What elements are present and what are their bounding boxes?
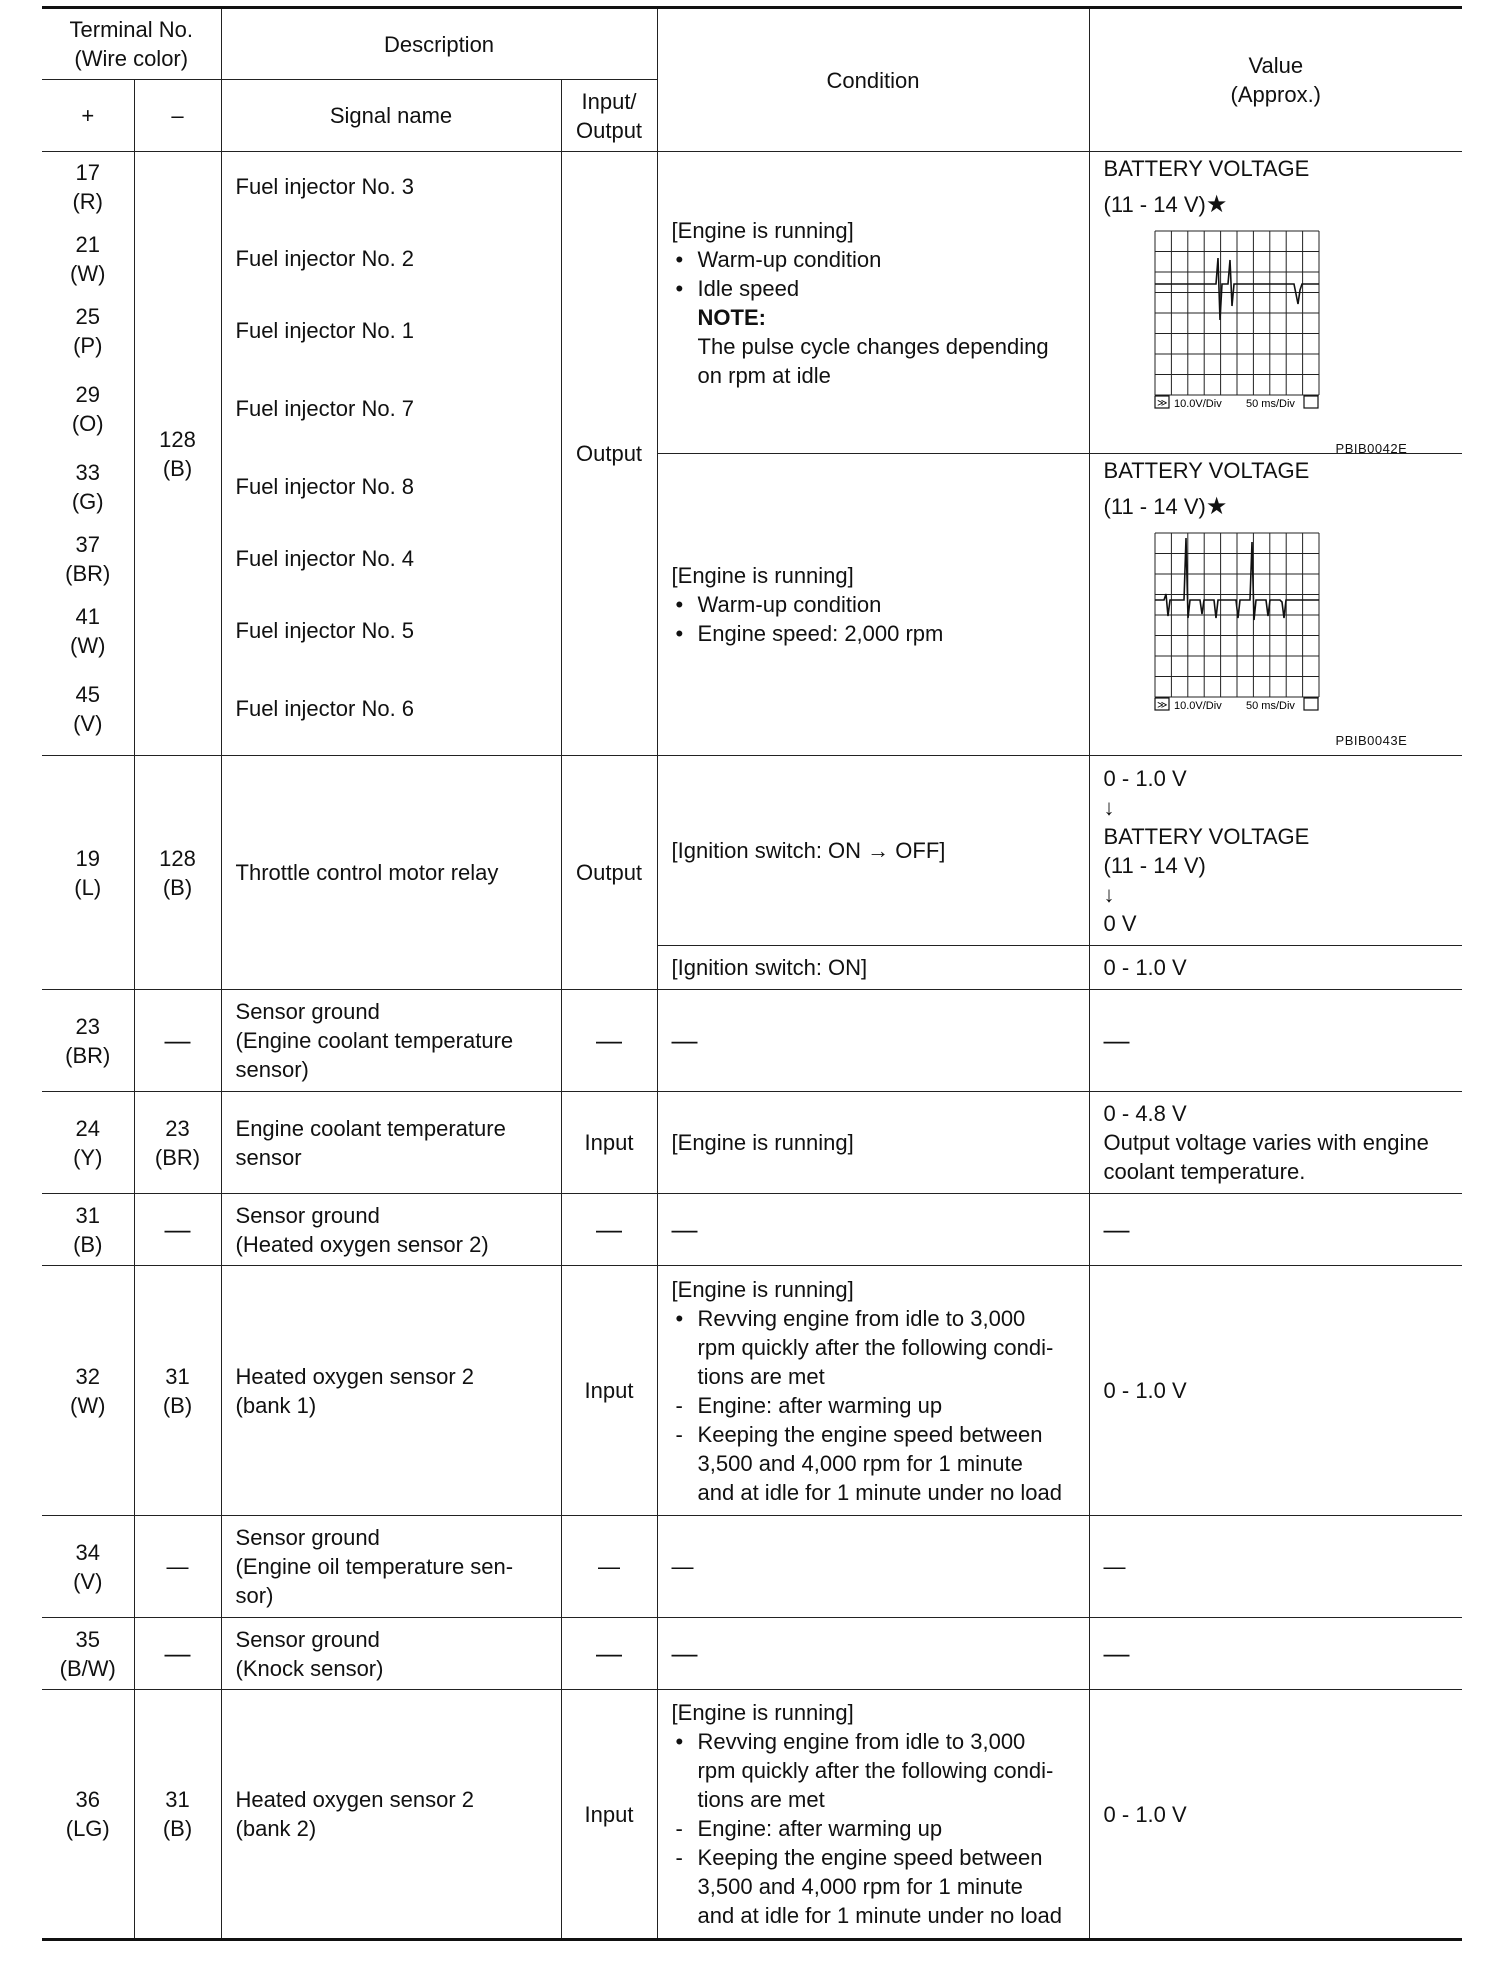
- injector-name-list: [222, 152, 561, 752]
- note-block: [672, 303, 1089, 390]
- terminal-no: 128: [159, 845, 196, 871]
- injector-condition-2: [657, 454, 1089, 756]
- injector-terminal: 45 (V): [73, 682, 103, 736]
- condition-cell: [Engine is running] • Revving engine from idle to 3,000 rpm quickly after the following condi- tions are met - Engine: after warming up - Keeping the engine speed between 3,500 and 4,000 rpm for 1 minute and at idle for 1 minute under no load: [657, 1690, 1089, 1940]
- io-header: [561, 80, 657, 152]
- injector-terminal: 21 (W): [70, 232, 106, 286]
- terminal-plus-cell: 32 (W): [42, 1266, 134, 1516]
- injector-value-1: [1089, 152, 1462, 454]
- condition-cell: —: [657, 990, 1089, 1092]
- value-cell: 0 - 4.8 V Output voltage varies with engine coolant temperature.: [1089, 1092, 1462, 1194]
- list-item: • Idle speed: [675, 275, 800, 301]
- signal-name-cell: Sensor ground (Engine coolant temperature sensor): [221, 990, 561, 1092]
- note-label: NOTE:: [697, 304, 766, 330]
- wire-color-label: (Wire color): [74, 46, 189, 71]
- table-row-24: [42, 1092, 1462, 1194]
- value-cell: 0 - 1.0 V: [1089, 946, 1462, 990]
- svg-text:50 ms/Div: 50 ms/Div: [1245, 398, 1295, 410]
- io-cell: —: [561, 1618, 657, 1690]
- io-cell: —: [561, 1516, 657, 1618]
- note-text-2: on rpm at idle: [697, 362, 831, 388]
- minus-terminal-no: 128: [159, 426, 196, 452]
- injector-name: Fuel injector No. 2: [235, 246, 415, 271]
- list-item: - Keeping the engine speed between 3,500 and 4,000 rpm for 1 minute and at idle for 1 minute under no load: [675, 1421, 1063, 1505]
- value-cell: 0 - 1.0 V: [1089, 1690, 1462, 1940]
- list-item: • Revving engine from idle to 3,000 rpm quickly after the following condi- tions are met: [675, 1729, 1054, 1812]
- terminal-no-label: Terminal No.: [69, 17, 193, 42]
- header-row-1: [42, 8, 1462, 80]
- condition-cell: [Engine is running] • Revving engine from idle to 3,000 rpm quickly after the following condi- tions are met - Engine: after warming up - Keeping the engine speed between 3,500 and 4,000 rpm for 1 minute and at idle for 1 minute under no load: [657, 1266, 1089, 1516]
- injector-name: Fuel injector No. 1: [235, 318, 415, 343]
- injector-terminal-cell: [42, 152, 134, 756]
- voltage-range-label: (11 - 14 V)★: [1103, 191, 1228, 218]
- input-label: Input/: [581, 88, 637, 114]
- signal-name-cell: Sensor ground (Heated oxygen sensor 2): [221, 1194, 561, 1266]
- terminal-minus-cell: —: [134, 990, 221, 1092]
- injector-name: Fuel injector No. 6: [235, 696, 415, 721]
- scope-block-2: [1090, 454, 1463, 754]
- svg-text:≫: ≫: [1156, 398, 1167, 409]
- terminal-header: [42, 8, 221, 80]
- signal-name-cell: Throttle control motor relay: [221, 756, 561, 990]
- table-row-34: [42, 1516, 1462, 1618]
- table-row-32: [42, 1266, 1462, 1516]
- value-cell: —: [1089, 1618, 1462, 1690]
- condition-list: [672, 1727, 1089, 1930]
- terminal-plus-cell: 36 (LG): [42, 1690, 134, 1940]
- value-cell: —: [1089, 1194, 1462, 1266]
- oscilloscope-waveform-2000rpm: [1154, 532, 1376, 712]
- io-cell: Output: [561, 756, 657, 990]
- injector-name: Fuel injector No. 4: [235, 546, 415, 571]
- injector-value-2: [1089, 454, 1462, 756]
- signal-name-header: Signal name: [221, 80, 561, 152]
- terminal-plus-cell: 31 (B): [42, 1194, 134, 1266]
- table-row-throttle-a: [42, 756, 1462, 946]
- battery-voltage-label: BATTERY VOLTAGE: [1103, 458, 1310, 483]
- minus-wire-color: (B): [162, 455, 193, 481]
- value-header: [1089, 8, 1462, 152]
- terminal-minus-cell: [134, 756, 221, 990]
- injector-terminal: 25 (P): [73, 304, 103, 358]
- signal-name-cell: Engine coolant temperature sensor: [221, 1092, 561, 1194]
- value-cell: —: [1089, 1516, 1462, 1618]
- terminal-table-page: [42, 6, 1462, 1941]
- description-header: Description: [221, 8, 657, 80]
- terminal-minus-cell: —: [134, 1618, 221, 1690]
- table-row-injectors-a: [42, 152, 1462, 454]
- value-cell: —: [1089, 990, 1462, 1092]
- terminal-minus-cell: —: [134, 1194, 221, 1266]
- terminal-plus-cell: 35 (B/W): [42, 1618, 134, 1690]
- value-cell: 0 - 1.0 V: [1089, 1266, 1462, 1516]
- injector-name: Fuel injector No. 3: [235, 174, 415, 199]
- terminal-minus-cell: 31 (B): [134, 1266, 221, 1516]
- injector-terminal-list: [42, 152, 134, 752]
- injector-name: Fuel injector No. 5: [235, 618, 415, 643]
- value-cell: 0 - 1.0 V ↓ BATTERY VOLTAGE (11 - 14 V) ↓ 0 V: [1089, 756, 1462, 946]
- injector-terminal: 29 (O): [71, 382, 104, 436]
- minus-header: –: [134, 80, 221, 152]
- list-item: - Keeping the engine speed between 3,500 and 4,000 rpm for 1 minute and at idle for 1 minute under no load: [675, 1845, 1063, 1928]
- table-row-31: [42, 1194, 1462, 1266]
- injector-condition-1: [657, 152, 1089, 454]
- terminal-plus-cell: 24 (Y): [42, 1092, 134, 1194]
- terminal-plus-cell: [42, 756, 134, 990]
- down-arrow-icon: ↓: [1103, 794, 1115, 820]
- injector-terminal: 17 (R): [72, 160, 104, 214]
- list-item: - Engine: after warming up: [675, 1816, 943, 1841]
- injector-name: Fuel injector No. 8: [235, 474, 415, 499]
- ecm-terminal-table: [42, 6, 1462, 1941]
- down-arrow-icon: ↓: [1103, 881, 1115, 907]
- condition-title: [Engine is running]: [671, 563, 854, 588]
- svg-text:10.0V/Div: 10.0V/Div: [1173, 700, 1222, 712]
- note-text-1: The pulse cycle changes depending: [697, 333, 1049, 359]
- condition-cell: —: [657, 1516, 1089, 1618]
- approx-label: (Approx.): [1230, 82, 1322, 107]
- list-item: • Warm-up condition: [675, 246, 882, 272]
- list-item: - Engine: after warming up: [675, 1392, 943, 1418]
- terminal-minus-cell: —: [134, 1516, 221, 1618]
- list-item: • Warm-up condition: [675, 592, 882, 617]
- battery-voltage-label: BATTERY VOLTAGE: [1103, 156, 1310, 181]
- list-item: • Engine speed: 2,000 rpm: [675, 621, 944, 646]
- injector-terminal: 33 (G): [71, 460, 104, 514]
- terminal-no: 19: [75, 845, 100, 871]
- io-cell: Input: [561, 1266, 657, 1516]
- oscilloscope-waveform-idle: [1154, 230, 1376, 410]
- io-cell: Input: [561, 1092, 657, 1194]
- condition-title: [Engine is running]: [671, 217, 854, 243]
- injector-terminal: 41 (W): [70, 604, 106, 658]
- signal-name-cell: Sensor ground (Knock sensor): [221, 1618, 561, 1690]
- condition-cell: —: [657, 1194, 1089, 1266]
- value-label: Value: [1248, 53, 1304, 78]
- condition-cell: [Ignition switch: ON]: [657, 946, 1089, 990]
- injector-io-cell: Output: [561, 152, 657, 756]
- wire-color: (B): [162, 874, 193, 900]
- condition-list: [672, 590, 1089, 648]
- condition-header: Condition: [657, 8, 1089, 152]
- condition-cell: [Engine is running]: [657, 1092, 1089, 1194]
- scope-block-1: [1090, 152, 1463, 456]
- table-row-36: [42, 1690, 1462, 1940]
- wire-color: (L): [74, 874, 102, 900]
- signal-name-cell: Heated oxygen sensor 2 (bank 2): [221, 1690, 561, 1940]
- condition-cell: [Ignition switch: ON → OFF]: [657, 756, 1089, 946]
- condition-cell: —: [657, 1618, 1089, 1690]
- svg-text:≫: ≫: [1156, 700, 1167, 711]
- injector-name: Fuel injector No. 7: [235, 396, 415, 421]
- io-cell: —: [561, 1194, 657, 1266]
- injector-terminal: 37 (BR): [65, 532, 111, 586]
- io-cell: Input: [561, 1690, 657, 1940]
- terminal-plus-cell: 23 (BR): [42, 990, 134, 1092]
- io-cell: —: [561, 990, 657, 1092]
- voltage-range-label: (11 - 14 V)★: [1103, 493, 1228, 520]
- table-row-35: [42, 1618, 1462, 1690]
- terminal-minus-cell: 23 (BR): [134, 1092, 221, 1194]
- list-item: • Revving engine from idle to 3,000 rpm quickly after the following condi- tions are met: [675, 1305, 1054, 1389]
- signal-name-cell: Sensor ground (Engine oil temperature sen- sor): [221, 1516, 561, 1618]
- figure-id: PBIB0043E: [1335, 733, 1408, 748]
- table-row-23: [42, 990, 1462, 1092]
- condition-list: [672, 1304, 1089, 1507]
- plus-header: +: [42, 80, 134, 152]
- figure-id: PBIB0042E: [1335, 441, 1408, 456]
- terminal-minus-cell: 31 (B): [134, 1690, 221, 1940]
- injector-minus-cell: [134, 152, 221, 756]
- output-label: Output: [576, 117, 643, 143]
- svg-text:50 ms/Div: 50 ms/Div: [1245, 700, 1295, 712]
- terminal-plus-cell: 34 (V): [42, 1516, 134, 1618]
- condition-list: [672, 245, 1089, 303]
- svg-text:10.0V/Div: 10.0V/Div: [1173, 398, 1222, 410]
- signal-name-cell: Heated oxygen sensor 2 (bank 1): [221, 1266, 561, 1516]
- injector-names-cell: [221, 152, 561, 756]
